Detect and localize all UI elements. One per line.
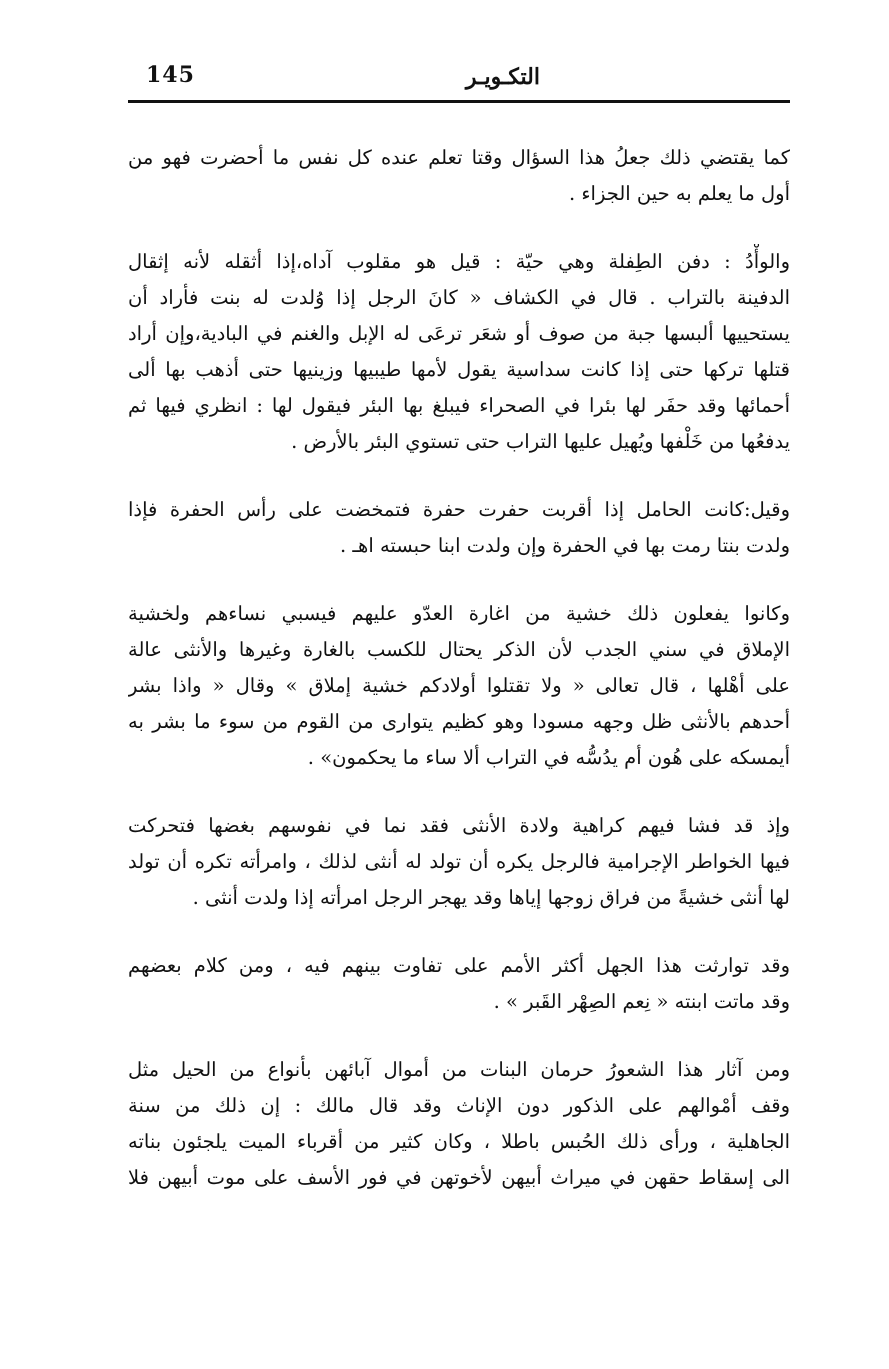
text-line: الإملاق في سني الجدب لأن الذكر يحتال للكسب بالغارة وغيرها والأنثى عالة [128,638,790,661]
paragraph [128,140,790,212]
text-line: وقد توارثت هذا الجهل أكثر الأمم على تفاوت بينهم فيه ، ومن كلام بعضهم [128,954,790,977]
text-line: الدفينة بالتراب . قال في الكشاف « كانَ الرجل إذا وُلدت له بنت فأراد أن [128,286,790,309]
text-line: يدفعُها من خَلْفها ويُهيل عليها التراب حتى تستوي البئر بالأرض . [291,430,790,453]
paragraph [128,492,790,564]
text-line: قتلها تركها حتى إذا كانت سداسية يقول لأمها طيبيها وزينيها حتى أذهب بها ألى [128,358,790,381]
paragraph [128,808,790,916]
text-line: ومن آثار هذا الشعورُ حرمان البنات من أموال آبائهن بأنواع من الحيل مثل [128,1058,790,1081]
text-line: وقد ماتت ابنته « نِعم الصِهْر القَبر » . [493,990,790,1013]
text-line: ولدت بنتا رمت بها في الحفرة وإن ولدت ابنا حبسته اهـ . [339,534,790,557]
text-line: والوأْدُ : دفن الطِفلة وهي حيّة : قيل هو مقلوب آداه،إذا أثقله لأنه إثقال [128,250,790,273]
paragraph [128,244,790,460]
text-line: وكانوا يفعلون ذلك خشية من اغارة العدّو عليهم فيسبي نساءهم ولخشية [128,602,790,625]
text-line: وإذ قد فشا فيهم كراهية ولادة الأنثى فقد نما في نفوسهم بغضها فتحركت [128,814,790,837]
text-line: أحدهم بالأنثى ظل وجهه مسودا وهو كظيم يتوارى من القوم من سوء ما بشر به [128,710,790,733]
paragraph [128,596,790,776]
text-line: الجاهلية ، ورأى ذلك الحُبس باطلا ، وكان كثير من أقرباء الميت يلجئون بناته [128,1130,790,1153]
paragraph [128,948,790,1020]
text-line: الى إسقاط حقهن في ميراث أبيهن لأخوتهن في فور الأسف على موت أبيهن فلا [128,1166,790,1189]
text-line: أيمسكه على هُون أم يدُسُّه في التراب ألا ساء ما يحكمون» . [307,746,790,769]
text-line: وقف أمْوالهم على الذكور دون الإناث وقد قال مالك : إن ذلك من سنة [128,1094,790,1117]
text-line: كما يقتضي ذلك جعلُ هذا السؤال وقتا تعلم عنده كل نفس ما أحضرت فهو من [128,146,790,169]
text-line: يستحييها ألبسها جبة من صوف أو شعَر ترعَى له الإبل والغنم في البادية،وإن أراد [128,322,790,345]
running-title: التكـويـر [465,64,540,90]
text-line: لها أنثى خشيةً من فراق زوجها إياها وقد يهجر الرجل امرأته إذا ولدت أنثى . [192,886,790,909]
page-header [128,58,790,103]
text-line: فيها الخواطر الإجرامية فالرجل يكره أن تولد له أنثى لذلك ، وامرأته تكره أن تولد [128,850,790,873]
text-line: أول ما يعلم به حين الجزاء . [568,182,790,205]
text-line: وقيل:كانت الحامل إذا أقربت حفرت حفرة فتمخضت على رأس الحفرة فإذا [128,498,790,521]
paragraph [128,1052,790,1196]
page-number: 145 [146,62,195,88]
text-line: على أهْلها ، قال تعالى « ولا تقتلوا أولادكم خشية إملاق » وقال « واذا بشر [128,674,790,697]
text-line: أحمائها وقد حفَر لها بئرا في الصحراء فيبلغ بها البئر فيقول لها : انظري فيها ثم [128,394,790,417]
page-body [128,140,790,1228]
